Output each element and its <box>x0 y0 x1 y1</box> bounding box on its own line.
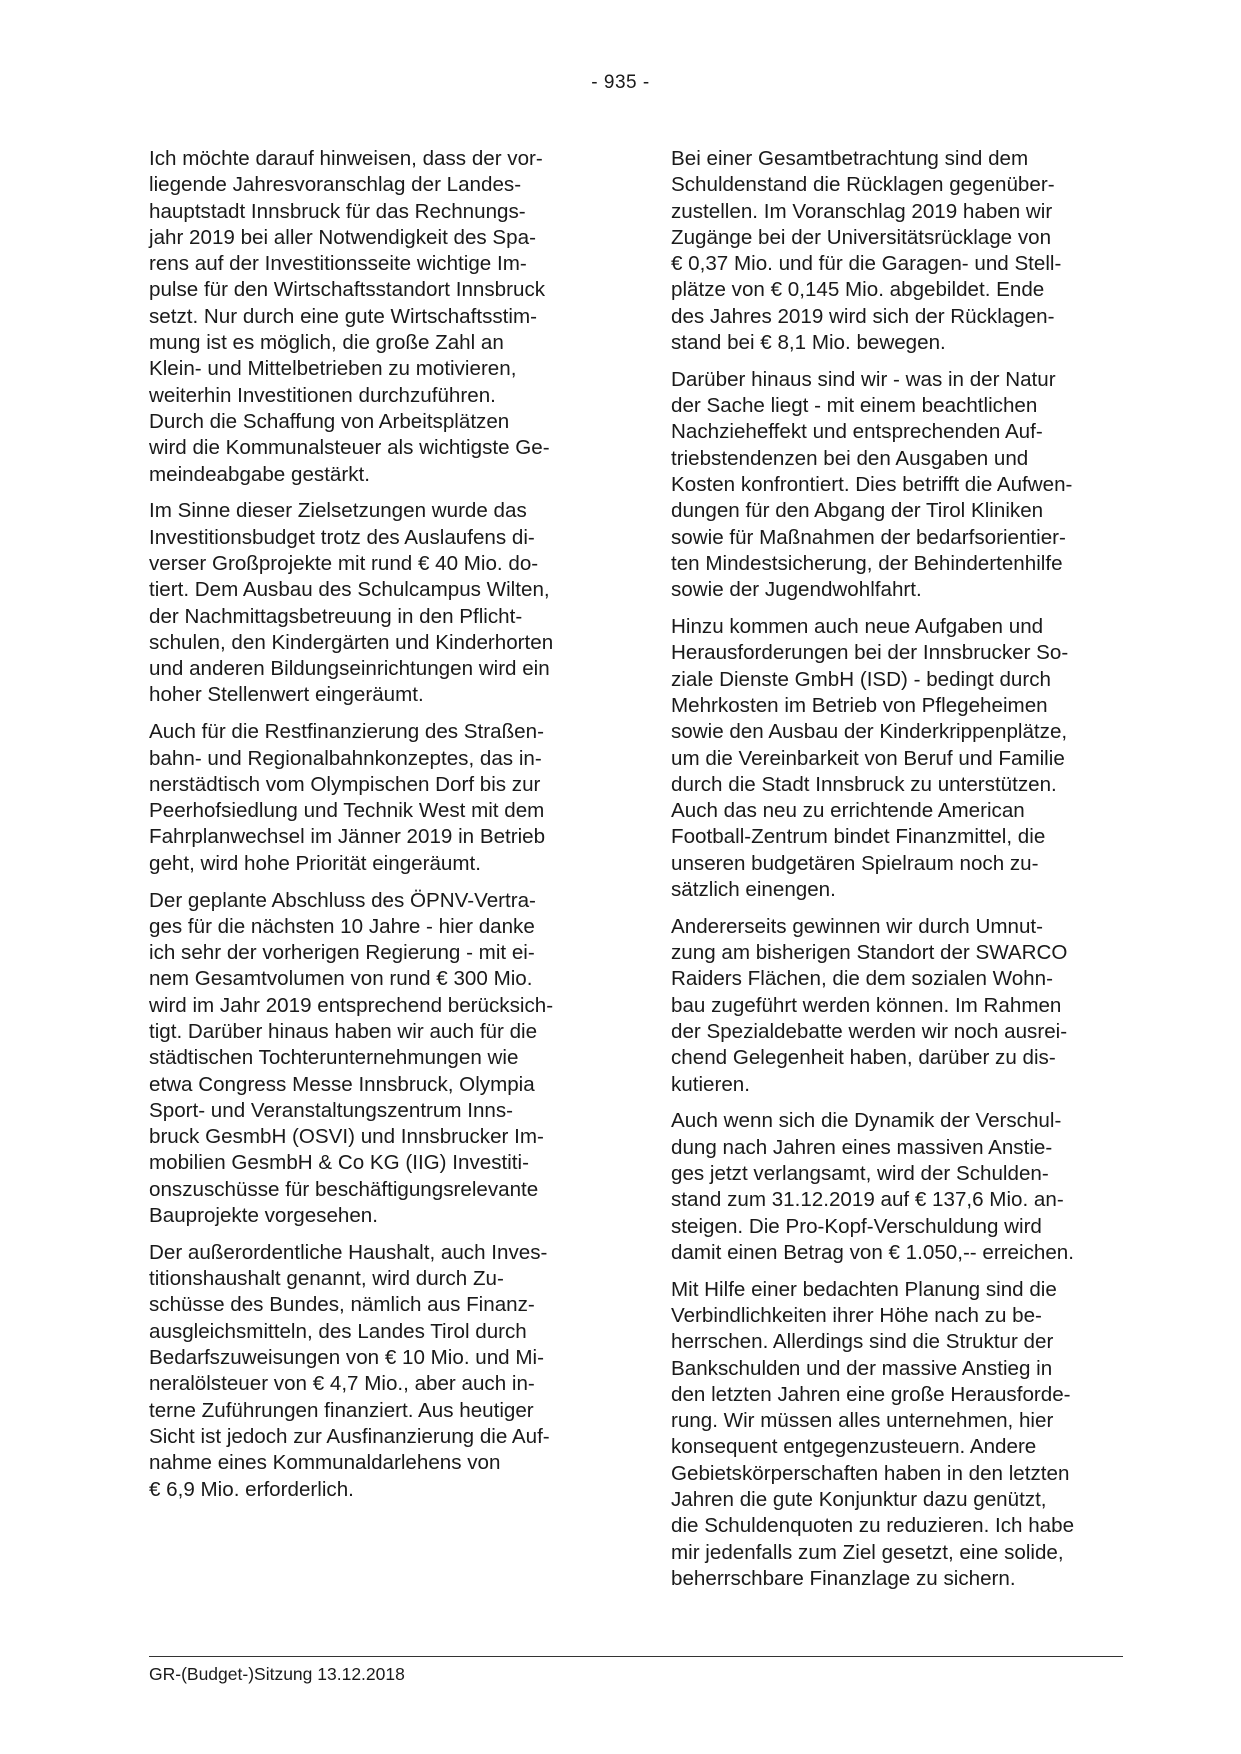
text-line: verser Großprojekte mit rund € 40 Mio. do- <box>149 551 539 575</box>
text-line: wird im Jahr 2019 entsprechend berücksich- <box>149 993 554 1017</box>
text-line: ziale Dienste GmbH (ISD) - bedingt durch <box>671 667 1051 691</box>
text-line: Nachzieheffekt und entsprechenden Auf- <box>671 420 1043 444</box>
text-line: Mit Hilfe einer bedachten Planung sind die <box>671 1277 1057 1301</box>
text-line: weiterhin Investitionen durchzuführen. <box>149 383 496 407</box>
text-line: um die Vereinbarkeit von Beruf und Familie <box>671 746 1065 770</box>
text-line: ges jetzt verlangsamt, wird der Schulden- <box>671 1161 1049 1185</box>
right-text-column <box>671 146 1123 1603</box>
text-line: liegende Jahresvoranschlag der Landes- <box>149 173 522 197</box>
text-line: Gebietskörperschaften haben in den letzten <box>671 1461 1070 1485</box>
text-line: herrschen. Allerdings sind die Struktur der <box>671 1330 1054 1354</box>
paragraph <box>149 498 601 708</box>
text-line: sowie für Maßnahmen der bedarfsorientier- <box>671 525 1066 549</box>
text-line: ges für die nächsten 10 Jahre - hier danke <box>149 914 535 938</box>
paragraph <box>149 719 601 877</box>
text-line: Peerhofsiedlung und Technik West mit dem <box>149 799 545 823</box>
text-line: Verbindlichkeiten ihrer Höhe nach zu be- <box>671 1303 1042 1327</box>
text-line: Bankschulden und der massive Anstieg in <box>671 1356 1053 1380</box>
text-line: Sport- und Veranstaltungszentrum Inns- <box>149 1098 514 1122</box>
text-line: Auch das neu zu errichtende American <box>671 799 1025 823</box>
text-line: die Schuldenquoten zu reduzieren. Ich habe <box>671 1514 1075 1538</box>
text-line: Sicht ist jedoch zur Ausfinanzierung die Auf- <box>149 1424 550 1448</box>
text-line: mobilien GesmbH & Co KG (IIG) Investiti- <box>149 1151 529 1175</box>
text-line: Fahrplanwechsel im Jänner 2019 in Betrieb <box>149 825 546 849</box>
text-line: plätze von € 0,145 Mio. abgebildet. Ende <box>671 278 1045 302</box>
text-line: Andererseits gewinnen wir durch Umnut- <box>671 914 1043 938</box>
text-line: Zugänge bei der Universitätsrücklage von <box>671 225 1052 249</box>
text-line: zung am bisherigen Standort der SWARCO <box>671 941 1068 965</box>
text-line: Schuldenstand die Rücklagen gegenüber- <box>671 173 1055 197</box>
text-line: Ich möchte darauf hinweisen, dass der vor- <box>149 147 543 170</box>
text-line: rung. Wir müssen alles unternehmen, hier <box>671 1409 1054 1433</box>
text-line: Der außerordentliche Haushalt, auch Inves- <box>149 1240 548 1264</box>
paragraph <box>671 1108 1123 1266</box>
text-line: Bedarfszuweisungen von € 10 Mio. und Mi- <box>149 1346 544 1370</box>
text-line: Mehrkosten im Betrieb von Pflegeheimen <box>671 693 1048 717</box>
text-line: rens auf der Investitionsseite wichtige Im- <box>149 252 527 276</box>
text-line: Auch für die Restfinanzierung des Straßen- <box>149 720 544 744</box>
text-line: € 0,37 Mio. und für die Garagen- und Stell- <box>671 252 1062 276</box>
left-text-column <box>149 146 601 1513</box>
text-line: unseren budgetären Spielraum noch zu- <box>671 851 1039 875</box>
text-line: Herausforderungen bei der Innsbrucker So- <box>671 641 1069 665</box>
text-line: zustellen. Im Voranschlag 2019 haben wir <box>671 199 1053 223</box>
text-line: dung nach Jahren eines massiven Anstie- <box>671 1135 1053 1159</box>
text-line: dungen für den Abgang der Tirol Kliniken <box>671 499 1044 523</box>
text-line: stand zum 31.12.2019 auf € 137,6 Mio. an- <box>671 1188 1064 1212</box>
text-line: tigt. Darüber hinaus haben wir auch für die <box>149 1020 538 1043</box>
text-line: sowie den Ausbau der Kinderkrippenplätze, <box>671 720 1068 744</box>
text-line: bruck GesmbH (OSVI) und Innsbrucker Im- <box>149 1125 544 1149</box>
text-line: triebstendenzen bei den Ausgaben und <box>671 446 1029 470</box>
text-line: setzt. Nur durch eine gute Wirtschaftsstim- <box>149 304 537 328</box>
paragraph <box>149 146 601 488</box>
text-line: nerstädtisch vom Olympischen Dorf bis zur <box>149 772 541 796</box>
text-line: nem Gesamtvolumen von rund € 300 Mio. <box>149 967 533 991</box>
text-line: schüsse des Bundes, nämlich aus Finanz- <box>149 1293 535 1317</box>
text-line: bahn- und Regionalbahnkonzeptes, das in- <box>149 746 542 770</box>
paragraph <box>671 614 1123 903</box>
text-line: der Spezialdebatte werden wir noch ausrei- <box>671 1020 1068 1043</box>
text-line: etwa Congress Messe Innsbruck, Olympia <box>149 1072 535 1096</box>
text-line: mung ist es möglich, die große Zahl an <box>149 331 504 355</box>
paragraph <box>671 146 1123 356</box>
text-line: hauptstadt Innsbruck für das Rechnungs- <box>149 199 526 223</box>
text-line: onszuschüsse für beschäftigungsrelevante <box>149 1177 539 1201</box>
text-line: ausgleichsmitteln, des Landes Tirol durch <box>149 1319 527 1343</box>
footer-divider <box>149 1656 1123 1657</box>
text-line: den letzten Jahren eine große Herausforde- <box>671 1382 1071 1406</box>
text-line: Football-Zentrum bindet Finanzmittel, die <box>671 825 1046 849</box>
text-line: wird die Kommunalsteuer als wichtigste Ge- <box>149 436 550 460</box>
text-line: Auch wenn sich die Dynamik der Verschul- <box>671 1109 1062 1133</box>
text-line: pulse für den Wirtschaftsstandort Innsbruck <box>149 278 546 302</box>
text-line: damit einen Betrag von € 1.050,-- erreichen. <box>671 1240 1074 1264</box>
text-line: sätzlich einengen. <box>671 878 836 902</box>
text-line: Im Sinne dieser Zielsetzungen wurde das <box>149 499 527 523</box>
text-line: titionshaushalt genannt, wird durch Zu- <box>149 1267 504 1291</box>
text-line: ten Mindestsicherung, der Behindertenhilfe <box>671 551 1063 575</box>
paragraph <box>671 367 1123 604</box>
text-line: kutieren. <box>671 1072 750 1096</box>
text-line: Investitionsbudget trotz des Auslaufens di- <box>149 525 535 549</box>
text-line: geht, wird hohe Priorität eingeräumt. <box>149 851 481 875</box>
text-line: terne Zuführungen finanziert. Aus heutiger <box>149 1398 534 1422</box>
text-line: städtischen Tochterunternehmungen wie <box>149 1046 519 1070</box>
text-line: tiert. Dem Ausbau des Schulcampus Wilten, <box>149 578 550 602</box>
text-line: neralölsteuer von € 4,7 Mio., aber auch in- <box>149 1372 535 1396</box>
text-line: ich sehr der vorherigen Regierung - mit ei- <box>149 941 535 965</box>
text-line: Raiders Flächen, die dem sozialen Wohn- <box>671 967 1053 991</box>
text-line: chend Gelegenheit haben, darüber zu dis- <box>671 1046 1056 1070</box>
text-line: des Jahres 2019 wird sich der Rücklagen- <box>671 304 1055 328</box>
text-line: hoher Stellenwert eingeräumt. <box>149 683 424 707</box>
footer-session-label: GR-(Budget-)Sitzung 13.12.2018 <box>149 1664 405 1684</box>
text-line: Darüber hinaus sind wir - was in der Natur <box>671 367 1056 391</box>
text-line: steigen. Die Pro-Kopf-Verschuldung wird <box>671 1214 1042 1238</box>
text-line: jahr 2019 bei aller Notwendigkeit des Spa- <box>149 225 536 249</box>
text-line: beherrschbare Finanzlage zu sichern. <box>671 1566 1016 1590</box>
text-line: der Nachmittagsbetreuung in den Pflicht- <box>149 604 523 628</box>
paragraph <box>671 1277 1123 1593</box>
text-line: Klein- und Mittelbetrieben zu motivieren, <box>149 357 517 381</box>
text-line: mir jedenfalls zum Ziel gesetzt, eine solide, <box>671 1540 1064 1564</box>
text-line: Der geplante Abschluss des ÖPNV-Vertra- <box>149 888 536 912</box>
text-line: konsequent entgegenzusteuern. Andere <box>671 1435 1037 1459</box>
page-number: - 935 - <box>591 72 650 93</box>
text-line: Bei einer Gesamtbetrachtung sind dem <box>671 147 1029 170</box>
text-line: nahme eines Kommunaldarlehens von <box>149 1451 501 1475</box>
paragraph <box>671 914 1123 1098</box>
text-line: Durch die Schaffung von Arbeitsplätzen <box>149 409 510 433</box>
text-line: stand bei € 8,1 Mio. bewegen. <box>671 331 946 355</box>
text-line: schulen, den Kindergärten und Kinderhorten <box>149 630 554 654</box>
text-line: Bauprojekte vorgesehen. <box>149 1204 378 1228</box>
text-line: bau zugeführt werden können. Im Rahmen <box>671 993 1062 1017</box>
paragraph <box>149 888 601 1230</box>
text-line: durch die Stadt Innsbruck zu unterstützen. <box>671 772 1057 796</box>
text-line: der Sache liegt - mit einem beachtlichen <box>671 394 1038 418</box>
text-line: Kosten konfrontiert. Dies betrifft die Aufwen- <box>671 473 1073 497</box>
text-line: Jahren die gute Konjunktur dazu genützt, <box>671 1488 1047 1512</box>
text-line: meindeabgabe gestärkt. <box>149 462 370 486</box>
text-line: € 6,9 Mio. erforderlich. <box>149 1477 354 1501</box>
text-line: und anderen Bildungseinrichtungen wird ein <box>149 657 550 681</box>
text-line: sowie der Jugendwohlfahrt. <box>671 578 922 602</box>
text-line: Hinzu kommen auch neue Aufgaben und <box>671 615 1044 639</box>
paragraph <box>149 1240 601 1503</box>
